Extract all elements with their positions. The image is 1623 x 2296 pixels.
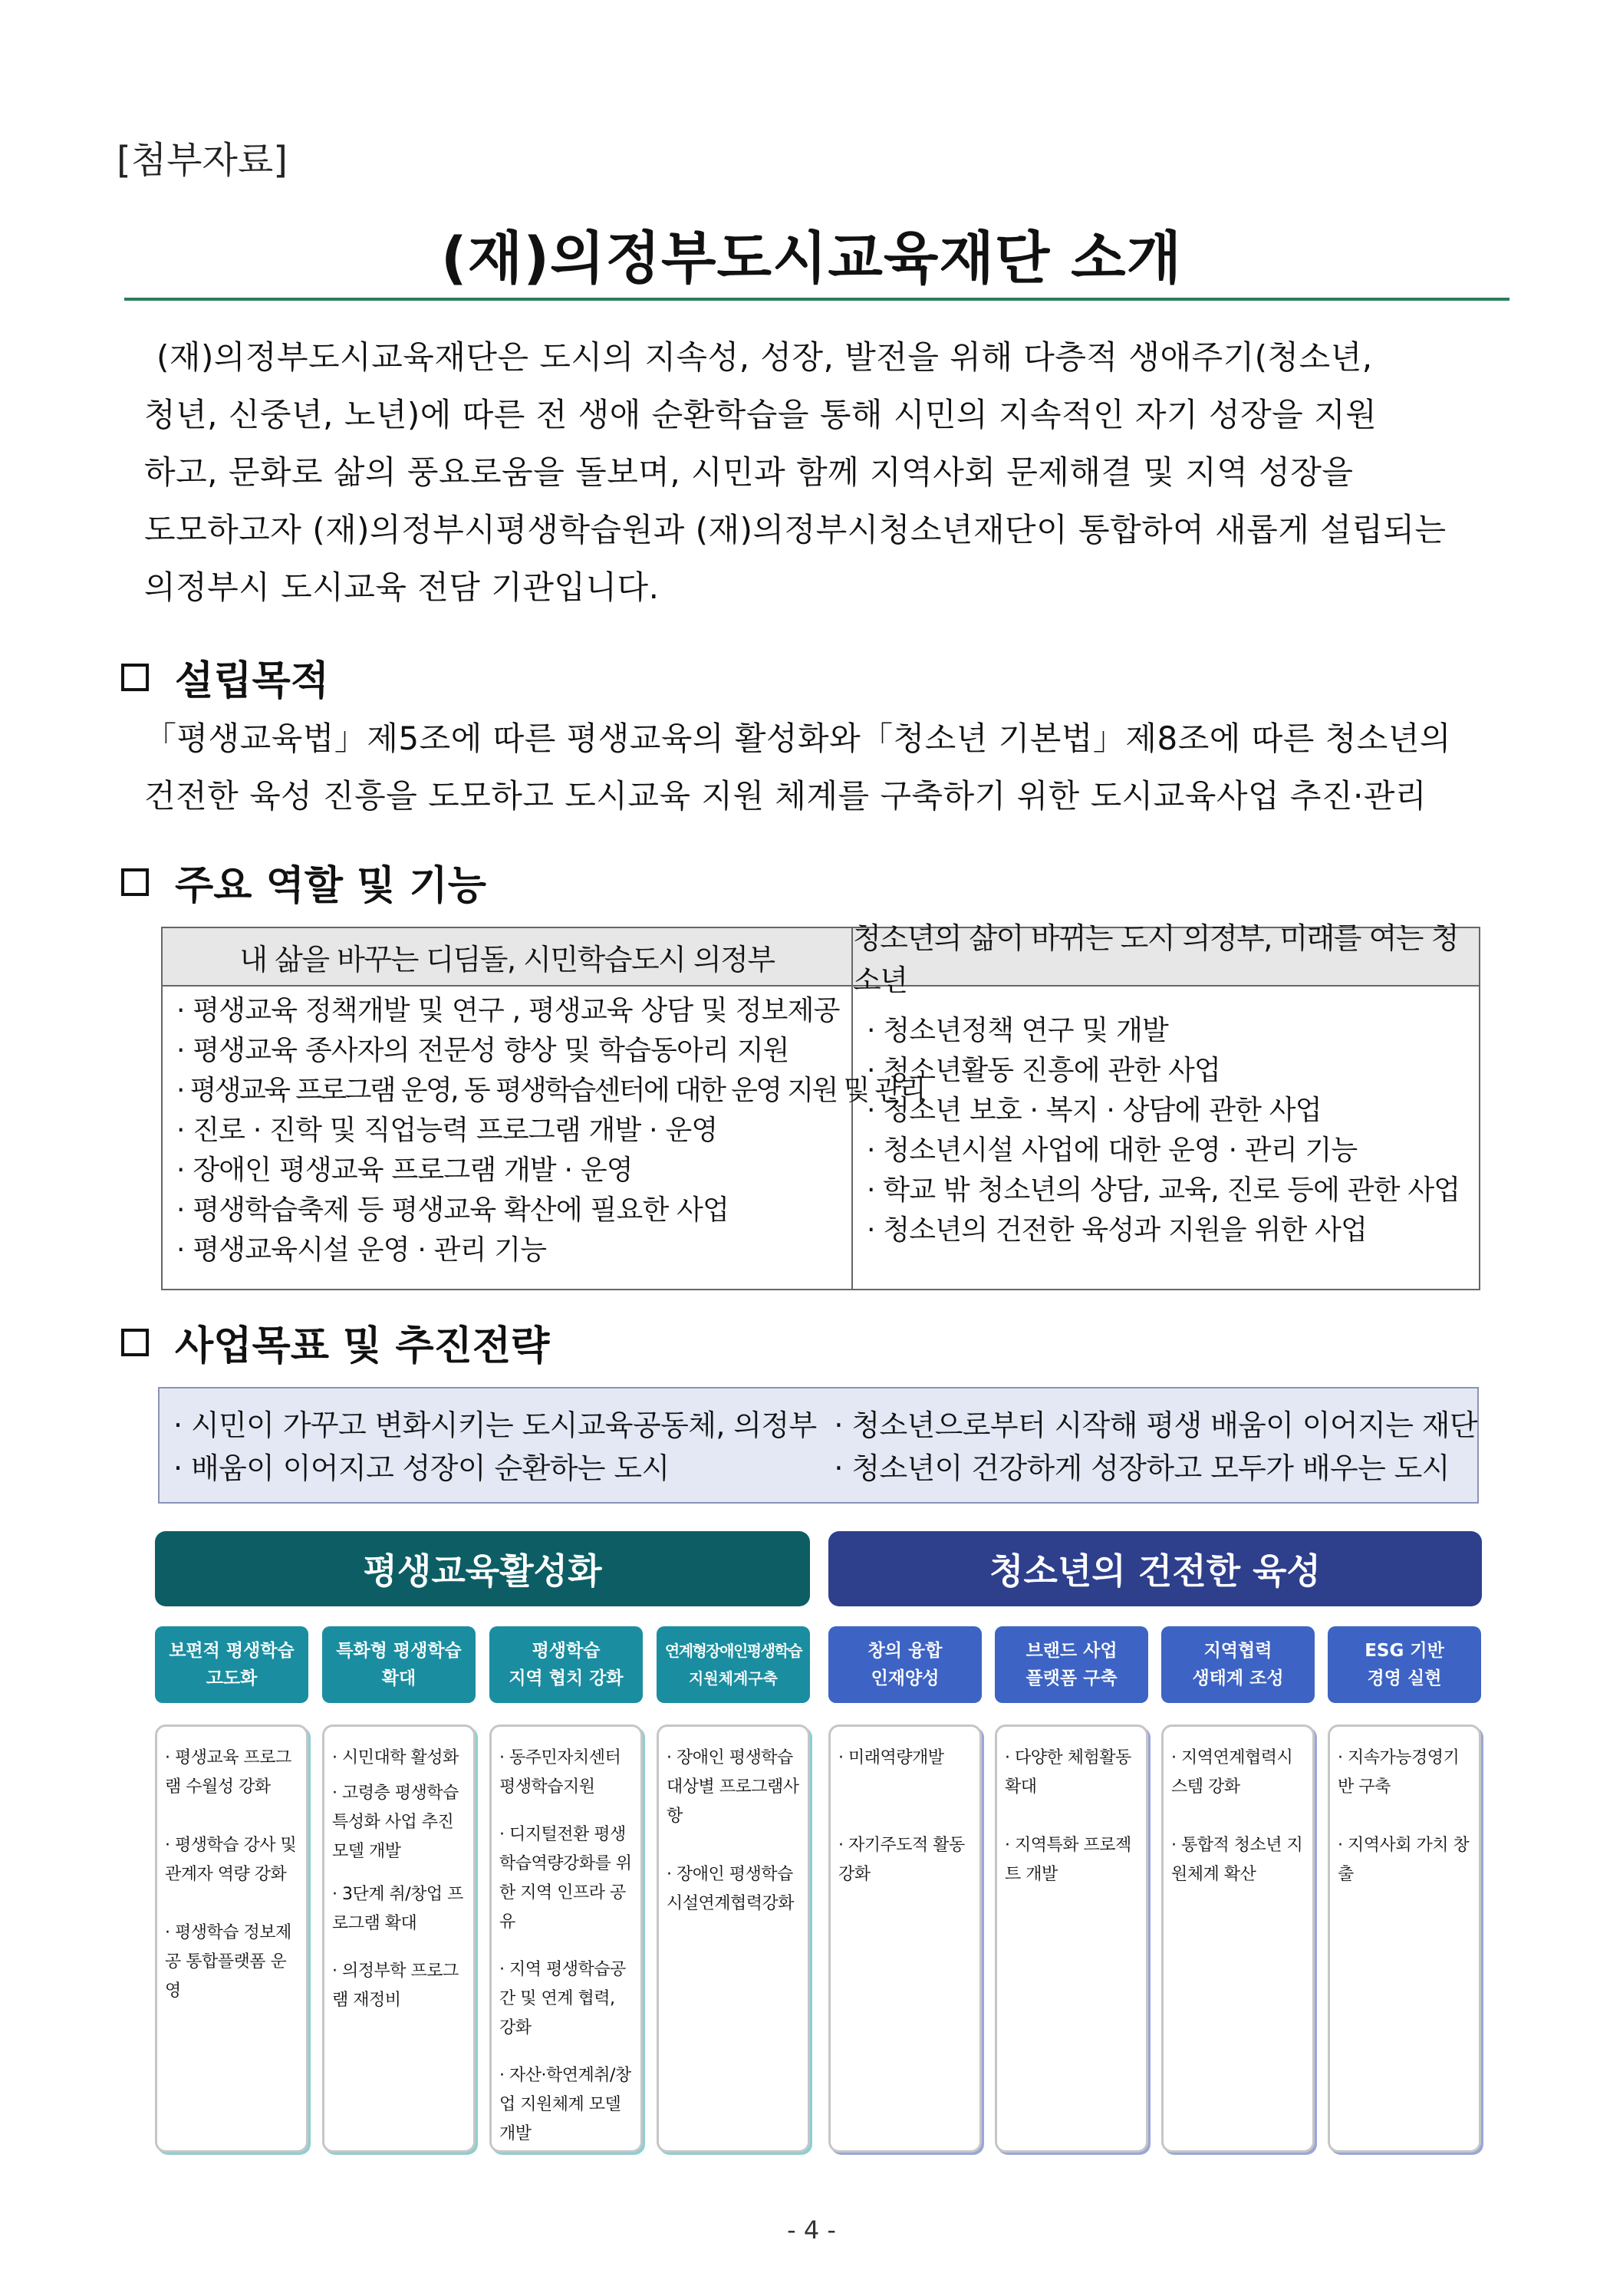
strategy-pill-line: 경영 실현 xyxy=(1367,1668,1442,1688)
strategy-pill-line: 지역 협치 강화 xyxy=(509,1668,624,1688)
purpose-paragraph xyxy=(144,710,1522,825)
strategy-pill xyxy=(1328,1626,1481,1703)
list-item: · 평생교육시설 운영 · 관리 기능 xyxy=(176,1234,547,1266)
list-item: · 청소년의 건전한 육성과 지원을 위한 사업 xyxy=(867,1214,1368,1246)
card-item: · 3단계 취/창업 프로그램 확대 xyxy=(332,1885,463,1933)
title-divider xyxy=(124,298,1509,301)
strategy-pill xyxy=(1161,1626,1315,1703)
strategy-pill-line: 연계형장애인평생학습 xyxy=(664,1642,802,1660)
section-heading-text: 주요 역할 및 기능 xyxy=(175,863,486,909)
card-item: · 자산·학연계취/창업 지원체계 모델 개발 xyxy=(499,2066,631,2143)
strategy-pill-line: 고도화 xyxy=(206,1668,258,1688)
strategy-pill-line: 평생학습 xyxy=(532,1641,601,1661)
roles-left-column xyxy=(163,987,924,1289)
card-item: · 평생학습 강사 및 관계자 역량 강화 xyxy=(165,1836,297,1884)
card-item: · 평생교육 프로그램 수월성 강화 xyxy=(165,1748,291,1797)
list-item: · 평생교육 프로그램 운영, 동 평생학습센터에 대한 운영 지원 및 관리 xyxy=(176,1075,924,1106)
roles-header-right: 청소년의 삶이 바뀌는 도시 의정부, 미래를 여는 청소년 xyxy=(853,921,1458,997)
card-item: · 의정부학 프로그램 재정비 xyxy=(332,1962,459,2010)
list-item: · 학교 밖 청소년의 상담, 교육, 진로 등에 관한 사업 xyxy=(867,1174,1460,1206)
roles-table-body xyxy=(163,987,1479,1289)
list-item: · 진로 · 진학 및 직업능력 프로그램 개발 · 운영 xyxy=(176,1115,718,1146)
list-item: · 장애인 평생교육 프로그램 개발 · 운영 xyxy=(176,1155,633,1186)
intro-line: 도모하고자 (재)의정부시평생학습원과 (재)의정부시청소년재단이 통합하여 새롭게 설립되는 xyxy=(144,511,1447,548)
page-title: (재)의정부도시교육재단 소개 xyxy=(440,226,1183,292)
card-item: · 디지털전환 평생학습역량강화를 위한 지역 인프라 공유 xyxy=(499,1825,632,1932)
roles-table xyxy=(161,921,1480,1290)
banner-lifelong-education: 평생교육활성화 xyxy=(155,1531,810,1606)
roles-table-header xyxy=(163,921,1479,997)
strategy-pill-line: ESG 기반 xyxy=(1365,1641,1444,1661)
purpose-line: 건전한 육성 진흥을 도모하고 도시교육 지원 체계를 구축하기 위한 도시교육사업 추진·관리 xyxy=(144,777,1427,815)
section-heading-text: 설립목적 xyxy=(175,658,329,704)
checkbox-square-icon xyxy=(121,1329,149,1356)
strategy-pill-line: 브랜드 사업 xyxy=(1025,1641,1118,1661)
strategy-pill xyxy=(995,1626,1148,1703)
card-item: · 지역 평생학습공간 및 연계 협력, 강화 xyxy=(499,1960,626,2037)
intro-line: 하고, 문화로 삶의 풍요로움을 돌보며, 시민과 함께 지역사회 문제해결 및 지역 성장을 xyxy=(144,453,1354,491)
goal-item: · 시민이 가꾸고 변화시키는 도시교육공동체, 의정부 xyxy=(173,1408,817,1442)
goals-box xyxy=(158,1387,1479,1504)
strategy-card xyxy=(489,1724,643,2153)
strategy-pill-line: 보편적 평생학습 xyxy=(169,1641,295,1661)
section-heading-strategy xyxy=(121,1313,549,1371)
strategy-pill-line: 지역협력 xyxy=(1203,1641,1272,1661)
list-item: · 청소년 보호 · 복지 · 상담에 관한 사업 xyxy=(867,1095,1322,1126)
card-item: · 지역연계협력시스템 강화 xyxy=(1171,1748,1293,1797)
strategy-card xyxy=(828,1724,982,2153)
roles-right-column xyxy=(853,987,1479,1289)
list-item: · 평생교육 종사자의 전문성 향상 및 학습동아리 지원 xyxy=(176,1035,789,1066)
card-item: · 미래역량개발 xyxy=(838,1748,944,1767)
section-heading-text: 사업목표 및 추진전략 xyxy=(175,1323,550,1369)
section-heading-purpose xyxy=(121,648,329,706)
strategy-pill-line: 인재양성 xyxy=(871,1668,940,1688)
banner-youth-development: 청소년의 건전한 육성 xyxy=(828,1531,1482,1606)
strategy-pill-line: 특화형 평생학습 xyxy=(336,1641,462,1661)
list-item: · 평생학습축제 등 평생교육 확산에 필요한 사업 xyxy=(176,1194,729,1226)
goal-item: · 청소년이 건강하게 성장하고 모두가 배우는 도시 xyxy=(834,1451,1450,1485)
strategy-card xyxy=(1328,1724,1481,2153)
strategy-card xyxy=(1161,1724,1315,2153)
card-item: · 장애인 평생학습 대상별 프로그램사항 xyxy=(667,1748,799,1826)
intro-line: (재)의정부도시교육재단은 도시의 지속성, 성장, 발전을 위해 다층적 생애주기(청소년, xyxy=(156,338,1373,376)
attachment-label: [첨부자료] xyxy=(117,139,288,182)
strategy-card xyxy=(657,1724,810,2153)
card-item: · 지역특화 프로젝트 개발 xyxy=(1005,1836,1131,1884)
card-item: · 지역사회 가치 창출 xyxy=(1338,1836,1470,1884)
section-heading-roles xyxy=(121,853,486,911)
strategy-pill-line: 플랫폼 구축 xyxy=(1025,1668,1118,1688)
purpose-line: 「평생교육법」제5조에 따른 평생교육의 활성화와「청소년 기본법」제8조에 따른 청소년의 xyxy=(144,720,1451,757)
checkbox-square-icon xyxy=(121,868,149,896)
card-item: · 고령층 평생학습 특성화 사업 추진 모델 개발 xyxy=(332,1784,459,1861)
goals-left-column xyxy=(173,1404,834,1502)
intro-line: 의정부시 도시교육 전담 기관입니다. xyxy=(144,568,660,606)
strategy-pill xyxy=(489,1626,643,1703)
strategy-pill-line: 지원체계구축 xyxy=(689,1669,778,1688)
strategy-card xyxy=(995,1724,1148,2153)
list-item: · 청소년활동 진흥에 관한 사업 xyxy=(867,1055,1220,1086)
list-item: · 청소년시설 사업에 대한 운영 · 관리 기능 xyxy=(867,1135,1358,1166)
card-item: · 시민대학 활성화 xyxy=(332,1748,459,1767)
strategy-pill xyxy=(155,1626,308,1703)
roles-header-left: 내 삶을 바꾸는 디딤돌, 시민학습도시 의정부 xyxy=(163,928,853,985)
list-item: · 청소년정책 연구 및 개발 xyxy=(867,1015,1168,1046)
strategy-pill-line: 확대 xyxy=(381,1668,416,1688)
strategy-card xyxy=(322,1724,476,2153)
card-item: · 동주민자치센터 평생학습지원 xyxy=(499,1748,621,1797)
strategy-pill xyxy=(657,1626,810,1703)
strategy-card xyxy=(155,1724,308,2153)
page-number: - 4 - xyxy=(787,2215,836,2245)
card-item: · 자기주도적 활동강화 xyxy=(838,1836,965,1884)
goal-item: · 배움이 이어지고 성장이 순환하는 도시 xyxy=(173,1451,670,1485)
card-item: · 다양한 체험활동 확대 xyxy=(1005,1748,1131,1797)
card-item: · 지속가능경영기반 구축 xyxy=(1338,1748,1460,1797)
goal-item: · 청소년으로부터 시작해 평생 배움이 이어지는 재단 xyxy=(834,1408,1477,1442)
goals-right-column xyxy=(834,1404,1477,1502)
card-item: · 통합적 청소년 지원체계 확산 xyxy=(1171,1836,1303,1884)
intro-line: 청년, 신중년, 노년)에 따른 전 생애 순환학습을 통해 시민의 지속적인 자기 성장을 지원 xyxy=(144,396,1378,433)
card-item: · 장애인 평생학습 시설연계협력강화 xyxy=(667,1865,795,1913)
strategy-pill-line: 생태계 조성 xyxy=(1192,1668,1284,1688)
strategy-pill-line: 창의 융합 xyxy=(867,1641,943,1661)
list-item: · 평생교육 정책개발 및 연구 , 평생교육 상담 및 정보제공 xyxy=(176,995,840,1026)
intro-paragraph xyxy=(144,328,1511,616)
card-item: · 평생학습 정보제공 통합플랫폼 운영 xyxy=(165,1923,291,2001)
strategy-pill xyxy=(828,1626,982,1703)
strategy-pill xyxy=(322,1626,476,1703)
checkbox-square-icon xyxy=(121,664,149,691)
